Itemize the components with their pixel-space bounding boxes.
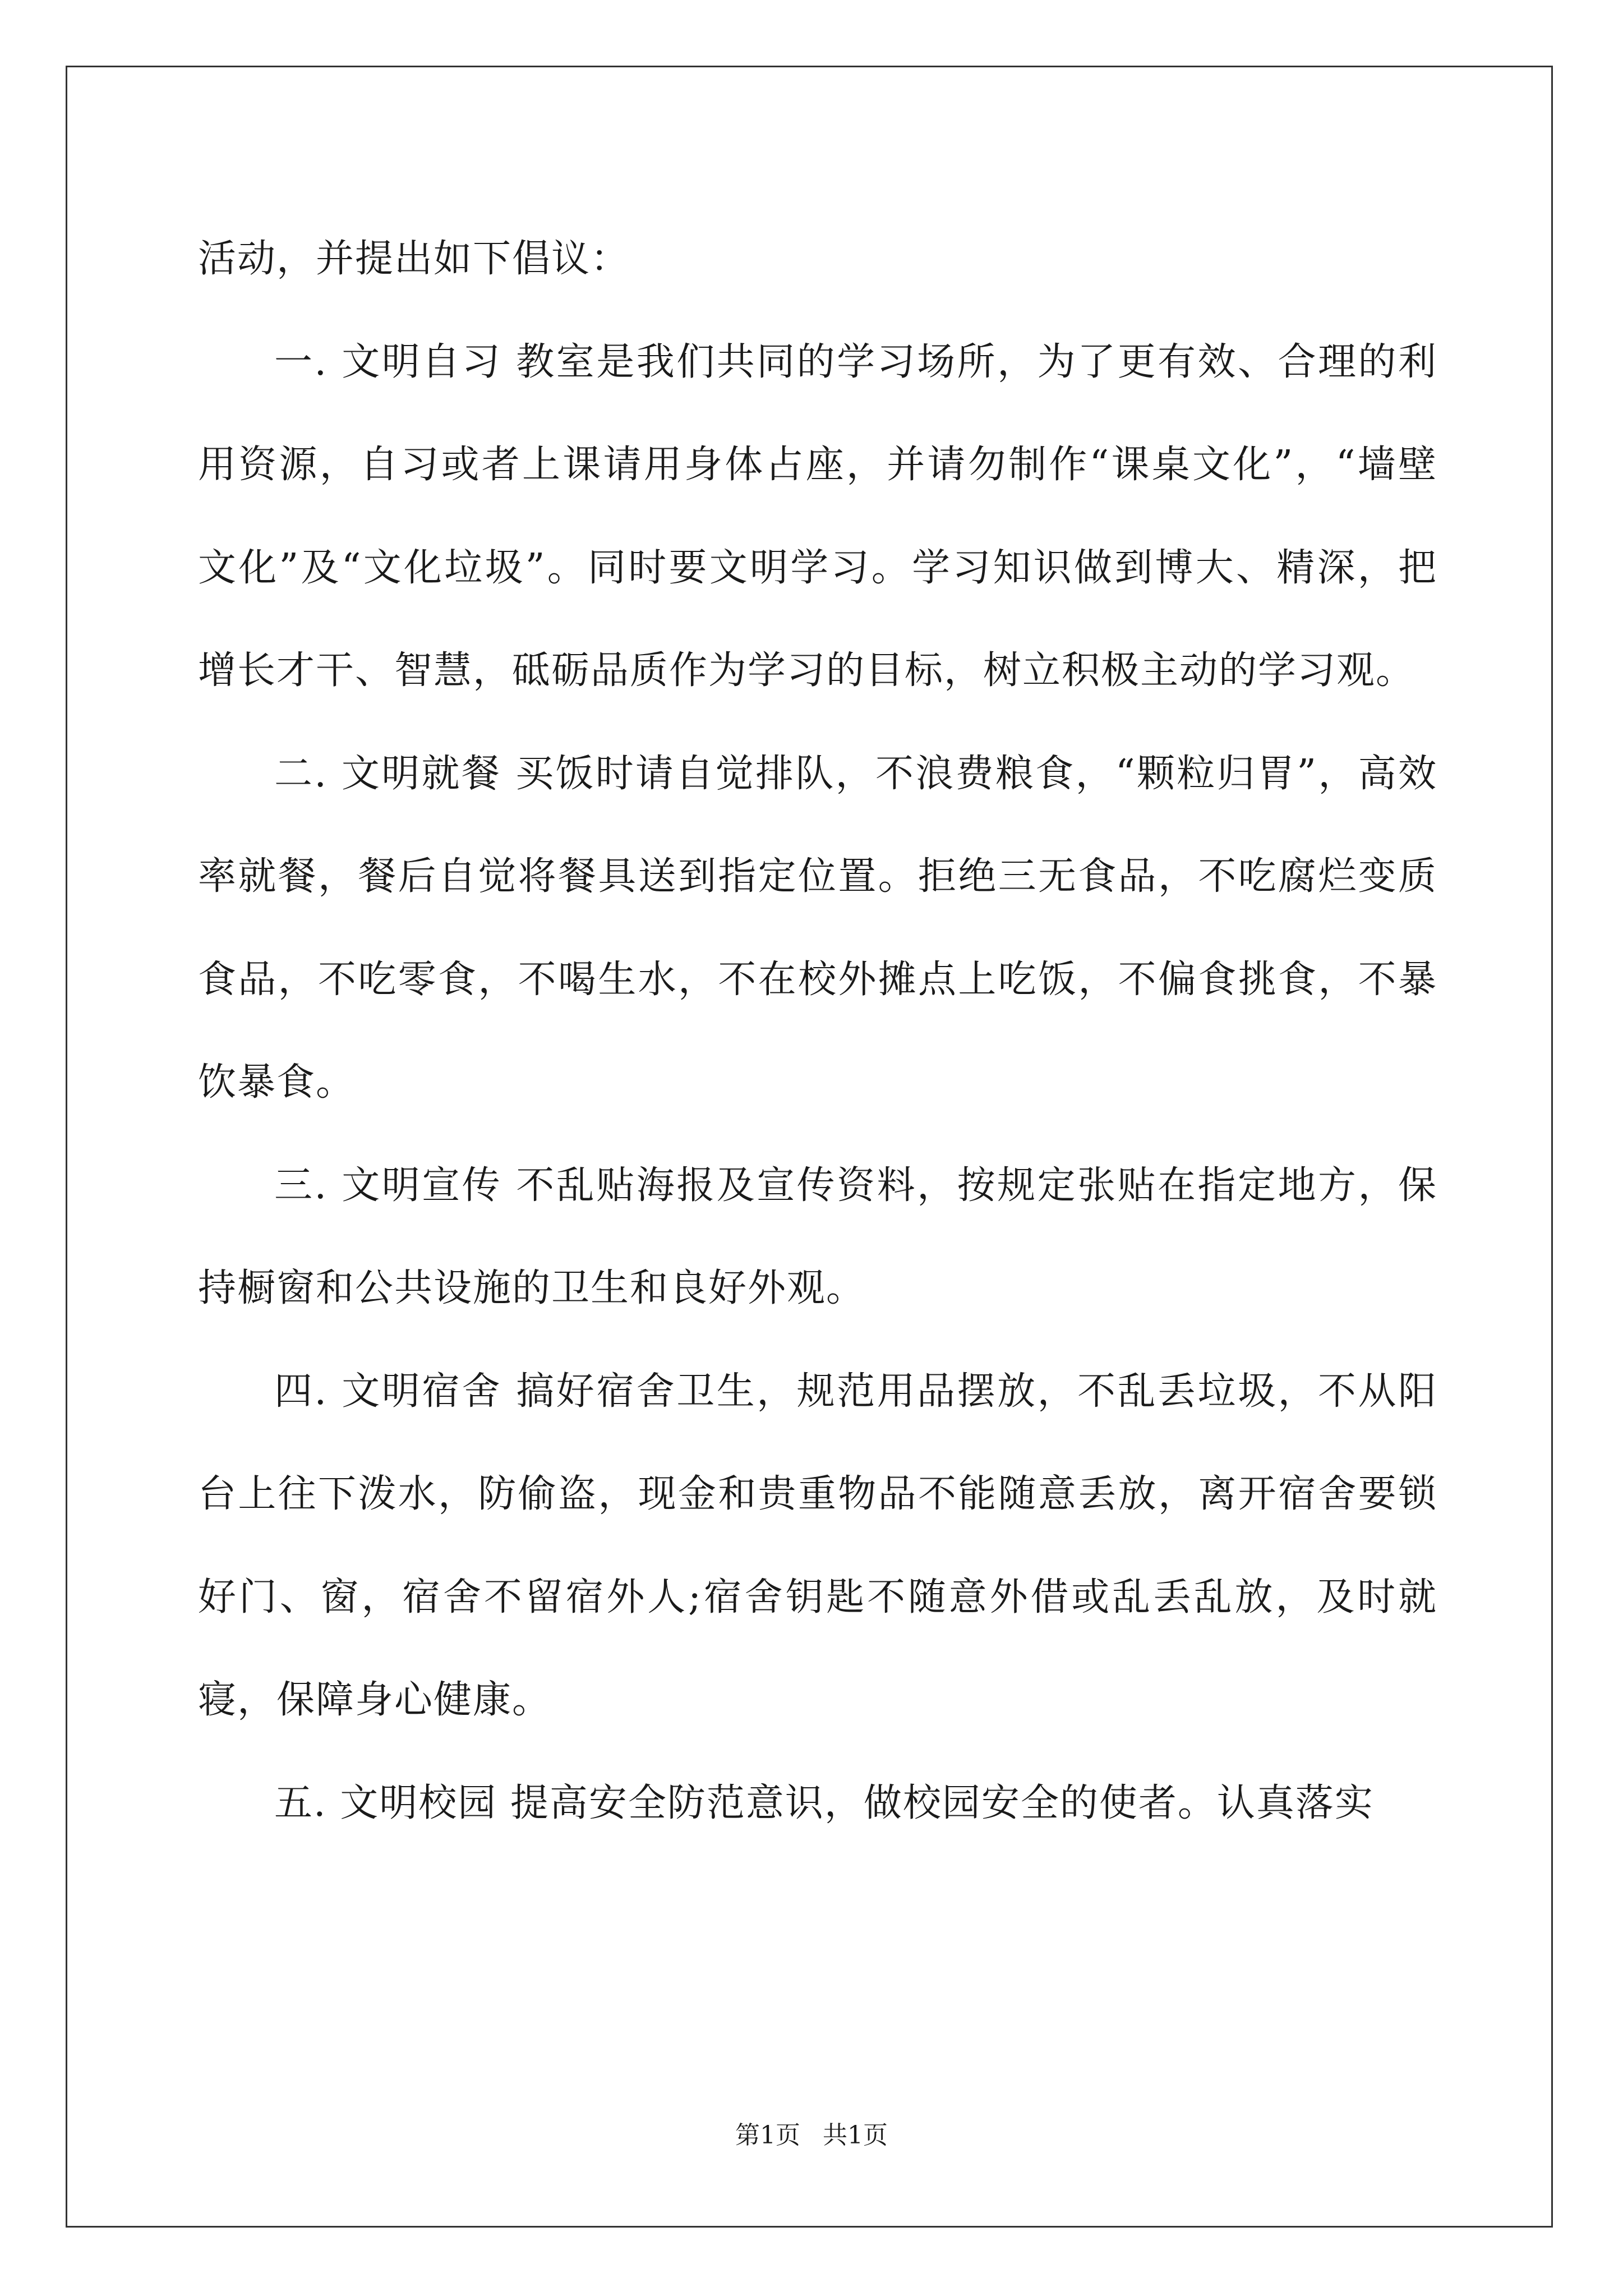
page-total: 共1页 [823, 2121, 888, 2150]
page-number: 第1页 [735, 2121, 800, 2150]
document-body [198, 208, 1437, 1855]
paragraph-2-dining: 二. 文明就餐 买饭时请自觉排队，不浪费粮食，“颗粒归胃”，高效率就餐，餐后自觉将餐具送到指定位置。拒绝三无食品，不吃腐烂变质食品，不吃零食，不喝生水，不在校外摊点上吃饭，不偏食挑食，不暴饮暴食。 [198, 751, 1438, 1105]
paragraph-1-self-study: 一. 文明自习 教室是我们共同的学习场所，为了更有效、合理的利用资源，自习或者上课请用身体占座，并请勿制作“课桌文化”，“墙壁文化”及“文化垃圾”。同时要文明学习。学习知识做到博大、精深，把增长才干、智慧，砥砺品质作为学习的目标，树立积极主动的学习观。 [198, 339, 1437, 693]
paragraph-5-campus: 五. 文明校园 提高安全防范意识，做校园安全的使者。认真落实 [274, 1780, 1374, 1825]
paragraph-intro: 活动，并提出如下倡议： [198, 237, 630, 281]
paragraph-3-publicity: 三. 文明宣传 不乱贴海报及宣传资料，按规定张贴在指定地方，保持橱窗和公共设施的卫生和良好外观。 [198, 1163, 1437, 1310]
page-footer [0, 2115, 1623, 2151]
paragraph-4-dormitory: 四. 文明宿舍 搞好宿舍卫生，规范用品摆放，不乱丢垃圾，不从阳台上往下泼水，防偷盗，现金和贵重物品不能随意丢放，离开宿舍要锁好门、窗，宿舍不留宿外人;宿舍钥匙不随意外借或乱丢乱放，及时就寝，保障身心健康。 [198, 1369, 1437, 1722]
